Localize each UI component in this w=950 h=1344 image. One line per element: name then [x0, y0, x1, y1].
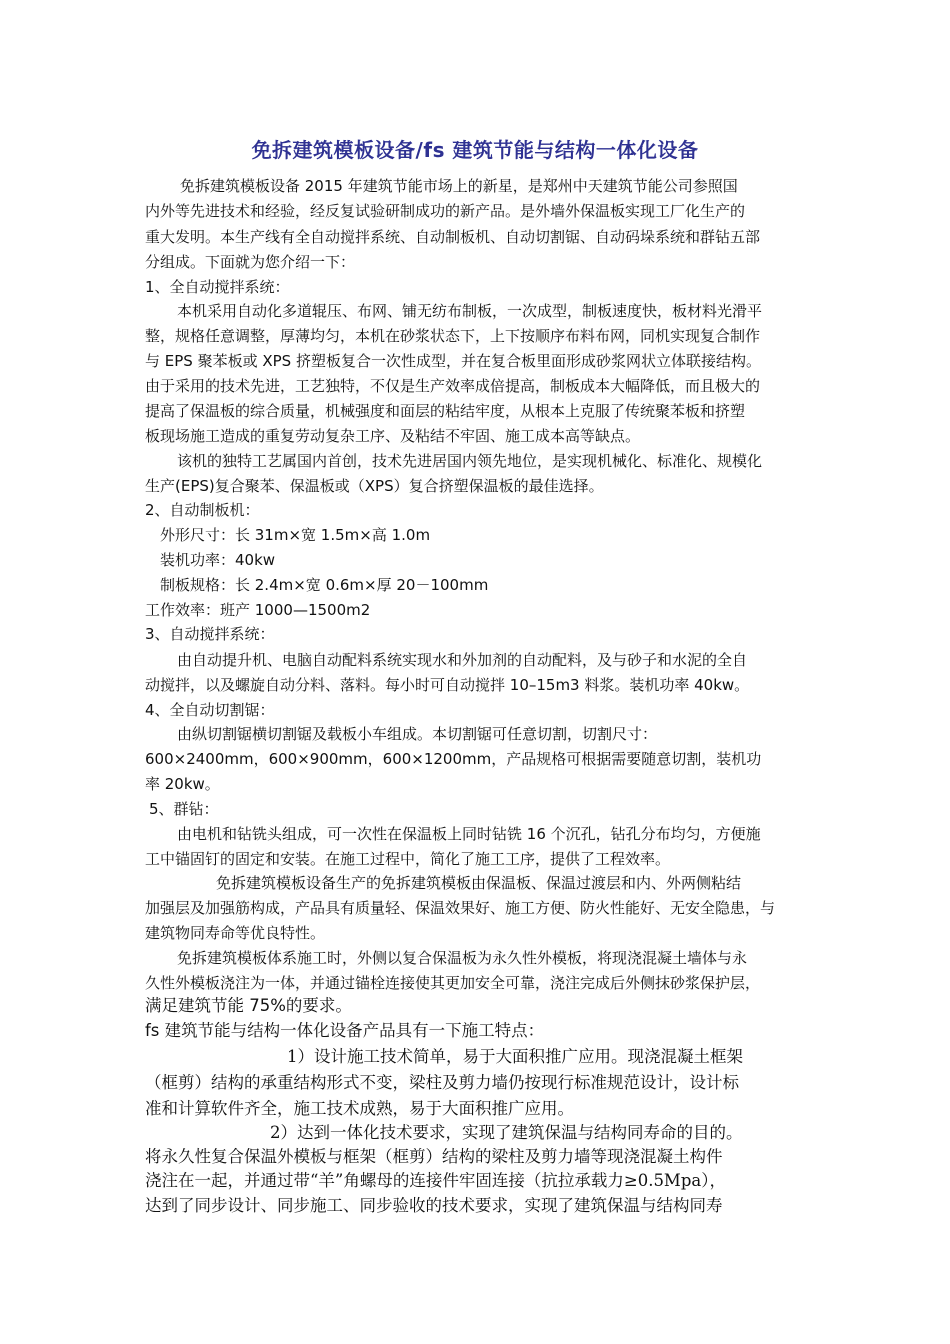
text-line: 浇注在一起，并通过带“羊”角螺母的连接件牢固连接（抗拉承载力≥0.5Mpa）， [145, 1171, 726, 1190]
spec-line: 工作效率：班产 1000—1500m2 [145, 601, 371, 619]
text-line: 板现场施工造成的重复劳动复杂工序、及粘结不牢固、施工成本高等缺点。 [145, 427, 641, 445]
text-line: 久性外模板浇注为一体，并通过锚栓连接使其更加安全可靠，浇注完成后外侧抹砂浆保护层， [145, 974, 761, 992]
text-line: 由自动提升机、电脑自动配料系统实现水和外加剂的自动配料，及与砂子和水泥的全自 [177, 651, 748, 669]
text-line: 重大发明。本生产线有全自动搅拌系统、自动制板机、自动切割锯、自动码垛系统和群钻五部 [145, 228, 761, 246]
text-line: 由于采用的技术先进，工艺独特，不仅是生产效率成倍提高，制板成本大幅降低，而且极大的 [145, 377, 761, 395]
text-line: 分组成。下面就为您介绍一下： [145, 253, 356, 271]
spec-line: 外形尺寸：长 31m×宽 1.5m×高 1.0m [160, 526, 431, 544]
text-line: 率 20kw。 [145, 775, 220, 793]
text-line: fs 建筑节能与结构一体化设备产品具有一下施工特点： [145, 1021, 545, 1040]
text-line: 免拆建筑模板设备 2015 年建筑节能市场上的新星，是郑州中天建筑节能公司参照国 [180, 177, 738, 195]
section-heading: 5、群钻： [149, 800, 219, 818]
spec-line: 制板规格：长 2.4m×宽 0.6m×厚 20－100mm [160, 576, 489, 594]
text-line: 600×2400mm，600×900mm，600×1200mm，产品规格可根据需要随意切割，装机功 [145, 750, 762, 768]
page-title: 免拆建筑模板设备/fs 建筑节能与结构一体化设备 [251, 138, 699, 162]
text-line: 达到了同步设计、同步施工、同步验收的技术要求，实现了建筑保温与结构同寿 [145, 1196, 723, 1215]
text-line: （框剪）结构的承重结构形式不变，梁柱及剪力墙仍按现行标准规范设计，设计标 [145, 1073, 739, 1092]
spec-line: 装机功率：40kw [160, 551, 276, 569]
text-line: 2）达到一体化技术要求，实现了建筑保温与结构同寿命的目的。 [270, 1123, 743, 1142]
text-line: 该机的独特工艺属国内首创，技术先进居国内领先地位，是实现机械化、标准化、规模化 [177, 452, 763, 470]
text-line: 由电机和钻铣头组成，可一次性在保温板上同时钻铣 16 个沉孔，钻孔分布均匀，方便施 [177, 825, 761, 843]
text-line: 动搅拌，以及螺旋自动分料、落料。每小时可自动搅拌 10–15m3 料浆。装机功率 40kw。 [145, 676, 750, 694]
text-line: 整，规格任意调整，厚薄均匀，本机在砂浆状态下，上下按顺序布料布网，同机实现复合制作 [145, 327, 761, 345]
text-line: 免拆建筑模板体系施工时，外侧以复合保温板为永久性外模板，将现浇混凝土墙体与永 [177, 949, 748, 967]
text-line: 满足建筑节能 75%的要求。 [145, 996, 352, 1015]
text-line: 由纵切割锯横切割锯及载板小车组成。本切割锯可任意切割，切割尺寸： [177, 725, 658, 743]
text-line: 准和计算软件齐全，施工技术成熟，易于大面积推广应用。 [145, 1099, 574, 1118]
text-line: 提高了保温板的综合质量，机械强度和面层的粘结牢度，从根本上克服了传统聚苯板和挤塑 [145, 402, 746, 420]
text-line: 与 EPS 聚苯板或 XPS 挤塑板复合一次性成型，并在复合板里面形成砂浆网状立体联接结构。 [145, 352, 761, 370]
text-line: 内外等先进技术和经验，经反复试验研制成功的新产品。是外墙外保温板实现工厂化生产的 [145, 202, 746, 220]
text-line: 免拆建筑模板设备生产的免拆建筑模板由保温板、保温过渡层和内、外两侧粘结 [216, 874, 742, 892]
text-line: 将永久性复合保温外模板与框架（框剪）结构的梁柱及剪力墙等现浇混凝土构件 [145, 1147, 723, 1166]
section-heading: 3、自动搅拌系统： [145, 625, 275, 643]
text-line: 加强层及加强筋构成，产品具有质量轻、保温效果好、施工方便、防火性能好、无安全隐患，与 [145, 899, 776, 917]
text-line: 生产(EPS)复合聚苯、保温板或（XPS）复合挤塑保温板的最佳选择。 [145, 477, 604, 495]
section-heading: 2、自动制板机： [145, 501, 260, 519]
section-heading: 4、全自动切割锯： [145, 701, 275, 719]
text-line: 建筑物同寿命等优良特性。 [145, 924, 326, 942]
text-line: 工中锚固钉的固定和安装。在施工过程中，简化了施工工序，提供了工程效率。 [145, 850, 671, 868]
text-line: 1）设计施工技术简单，易于大面积推广应用。现浇混凝土框架 [287, 1047, 743, 1066]
section-heading: 1、全自动搅拌系统： [145, 278, 290, 296]
text-line: 本机采用自动化多道辊压、布网、铺无纺布制板，一次成型，制板速度快，板材料光滑平 [177, 302, 763, 320]
